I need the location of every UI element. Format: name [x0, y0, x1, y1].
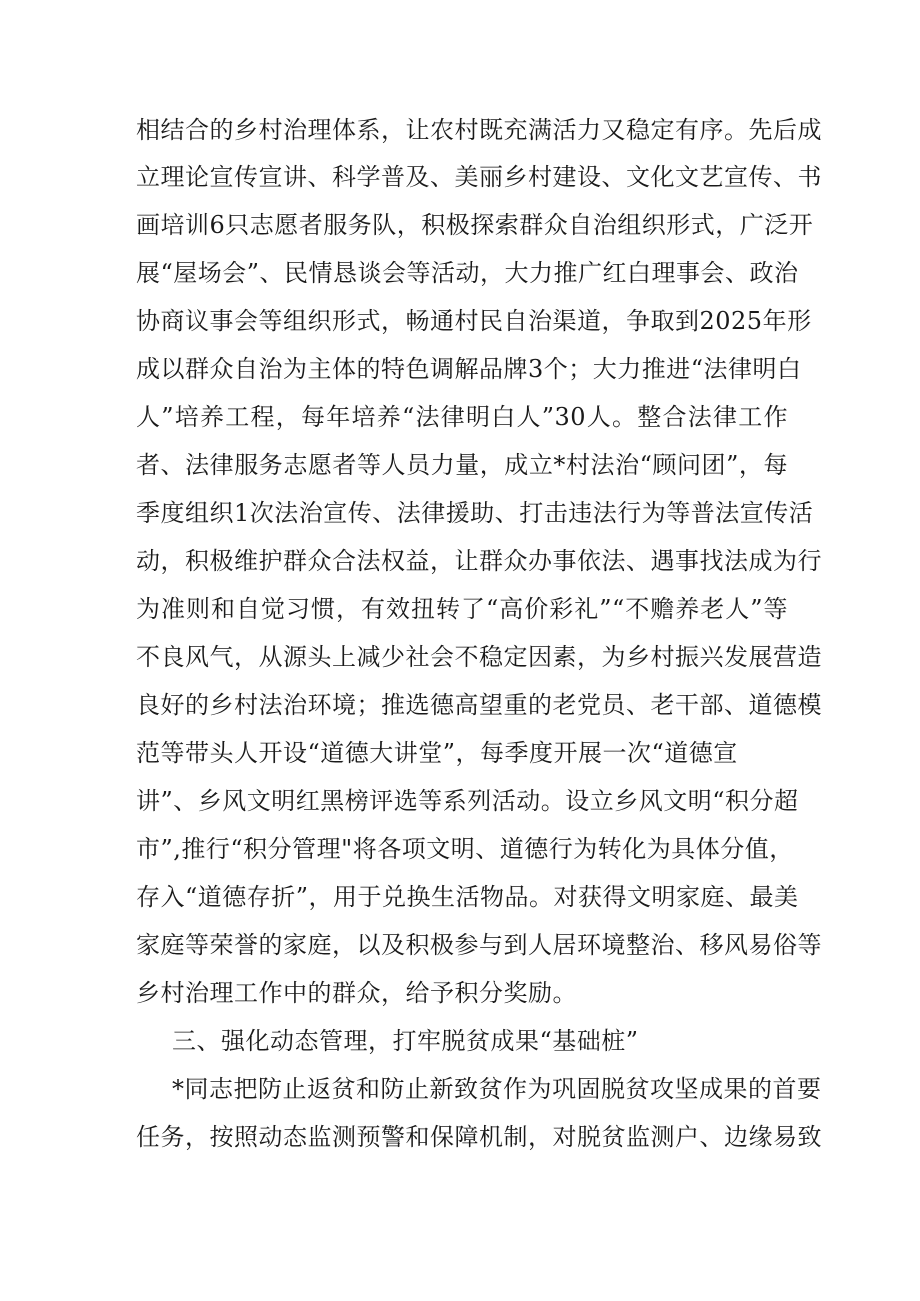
body-text-line: 季度组织1次法治宣传、法律援助、打击违法行为等普法宣传活 — [136, 499, 814, 527]
body-text-line: 市”,推行“积分管理"将各项文明、道德行为转化为具体分值， — [136, 835, 794, 863]
section-heading: 三、强化动态管理，打牢脱贫成果“基础桩” — [172, 1027, 639, 1055]
body-text-line: *同志把防止返贫和防止新致贫作为巩固脱贫攻坚成果的首要 — [172, 1075, 822, 1103]
body-text-line: 画培训6只志愿者服务队，积极探索群众自治组织形式，广泛开 — [136, 211, 814, 239]
body-text-line: 成以群众自治为主体的特色调解品牌3个；大力推进“法律明白 — [136, 355, 802, 383]
body-text-line: 范等带头人开设“道德大讲堂”，每季度开展一次“道德宣 — [136, 739, 738, 767]
body-text-line: 良好的乡村法治环境；推选德高望重的老党员、老干部、道德模 — [136, 691, 822, 719]
body-text-line: 动，积极维护群众合法权益，让群众办事依法、遇事找法成为行 — [136, 547, 822, 575]
body-text-line: 家庭等荣誉的家庭，以及积极参与到人居环境整治、移风易俗等 — [136, 931, 822, 959]
body-text-line: 人”培养工程，每年培养“法律明白人”30人。整合法律工作 — [136, 403, 788, 431]
body-text-line: 任务，按照动态监测预警和保障机制，对脱贫监测户、边缘易致 — [136, 1123, 822, 1151]
body-text-line: 协商议事会等组织形式，畅通村民自治渠道，争取到2025年形 — [136, 307, 812, 335]
body-text-line: 展“屋场会”、民情恳谈会等活动，大力推广红白理事会、政治 — [136, 259, 799, 287]
body-text-line: 不良风气，从源头上减少社会不稳定因素，为乡村振兴发展营造 — [136, 643, 822, 671]
body-text-line: 讲”、乡风文明红黑榜评选等系列活动。设立乡风文明“积分超 — [136, 787, 799, 815]
body-text-line: 存入“道德存折”，用于兑换生活物品。对获得文明家庭、最美 — [136, 883, 799, 911]
body-text-line: 为准则和自觉习惯，有效扭转了“高价彩礼”“不赡养老人”等 — [136, 595, 788, 623]
body-text-line: 立理论宣传宣讲、科学普及、美丽乡村建设、文化文艺宣传、书 — [136, 163, 822, 191]
body-text-line: 相结合的乡村治理体系，让农村既充满活力又稳定有序。先后成 — [136, 116, 822, 144]
body-text-line: 者、法律服务志愿者等人员力量，成立*村法治“顾问团”，每 — [136, 451, 788, 479]
body-text-line: 乡村治理工作中的群众，给予积分奖励。 — [136, 979, 577, 1007]
